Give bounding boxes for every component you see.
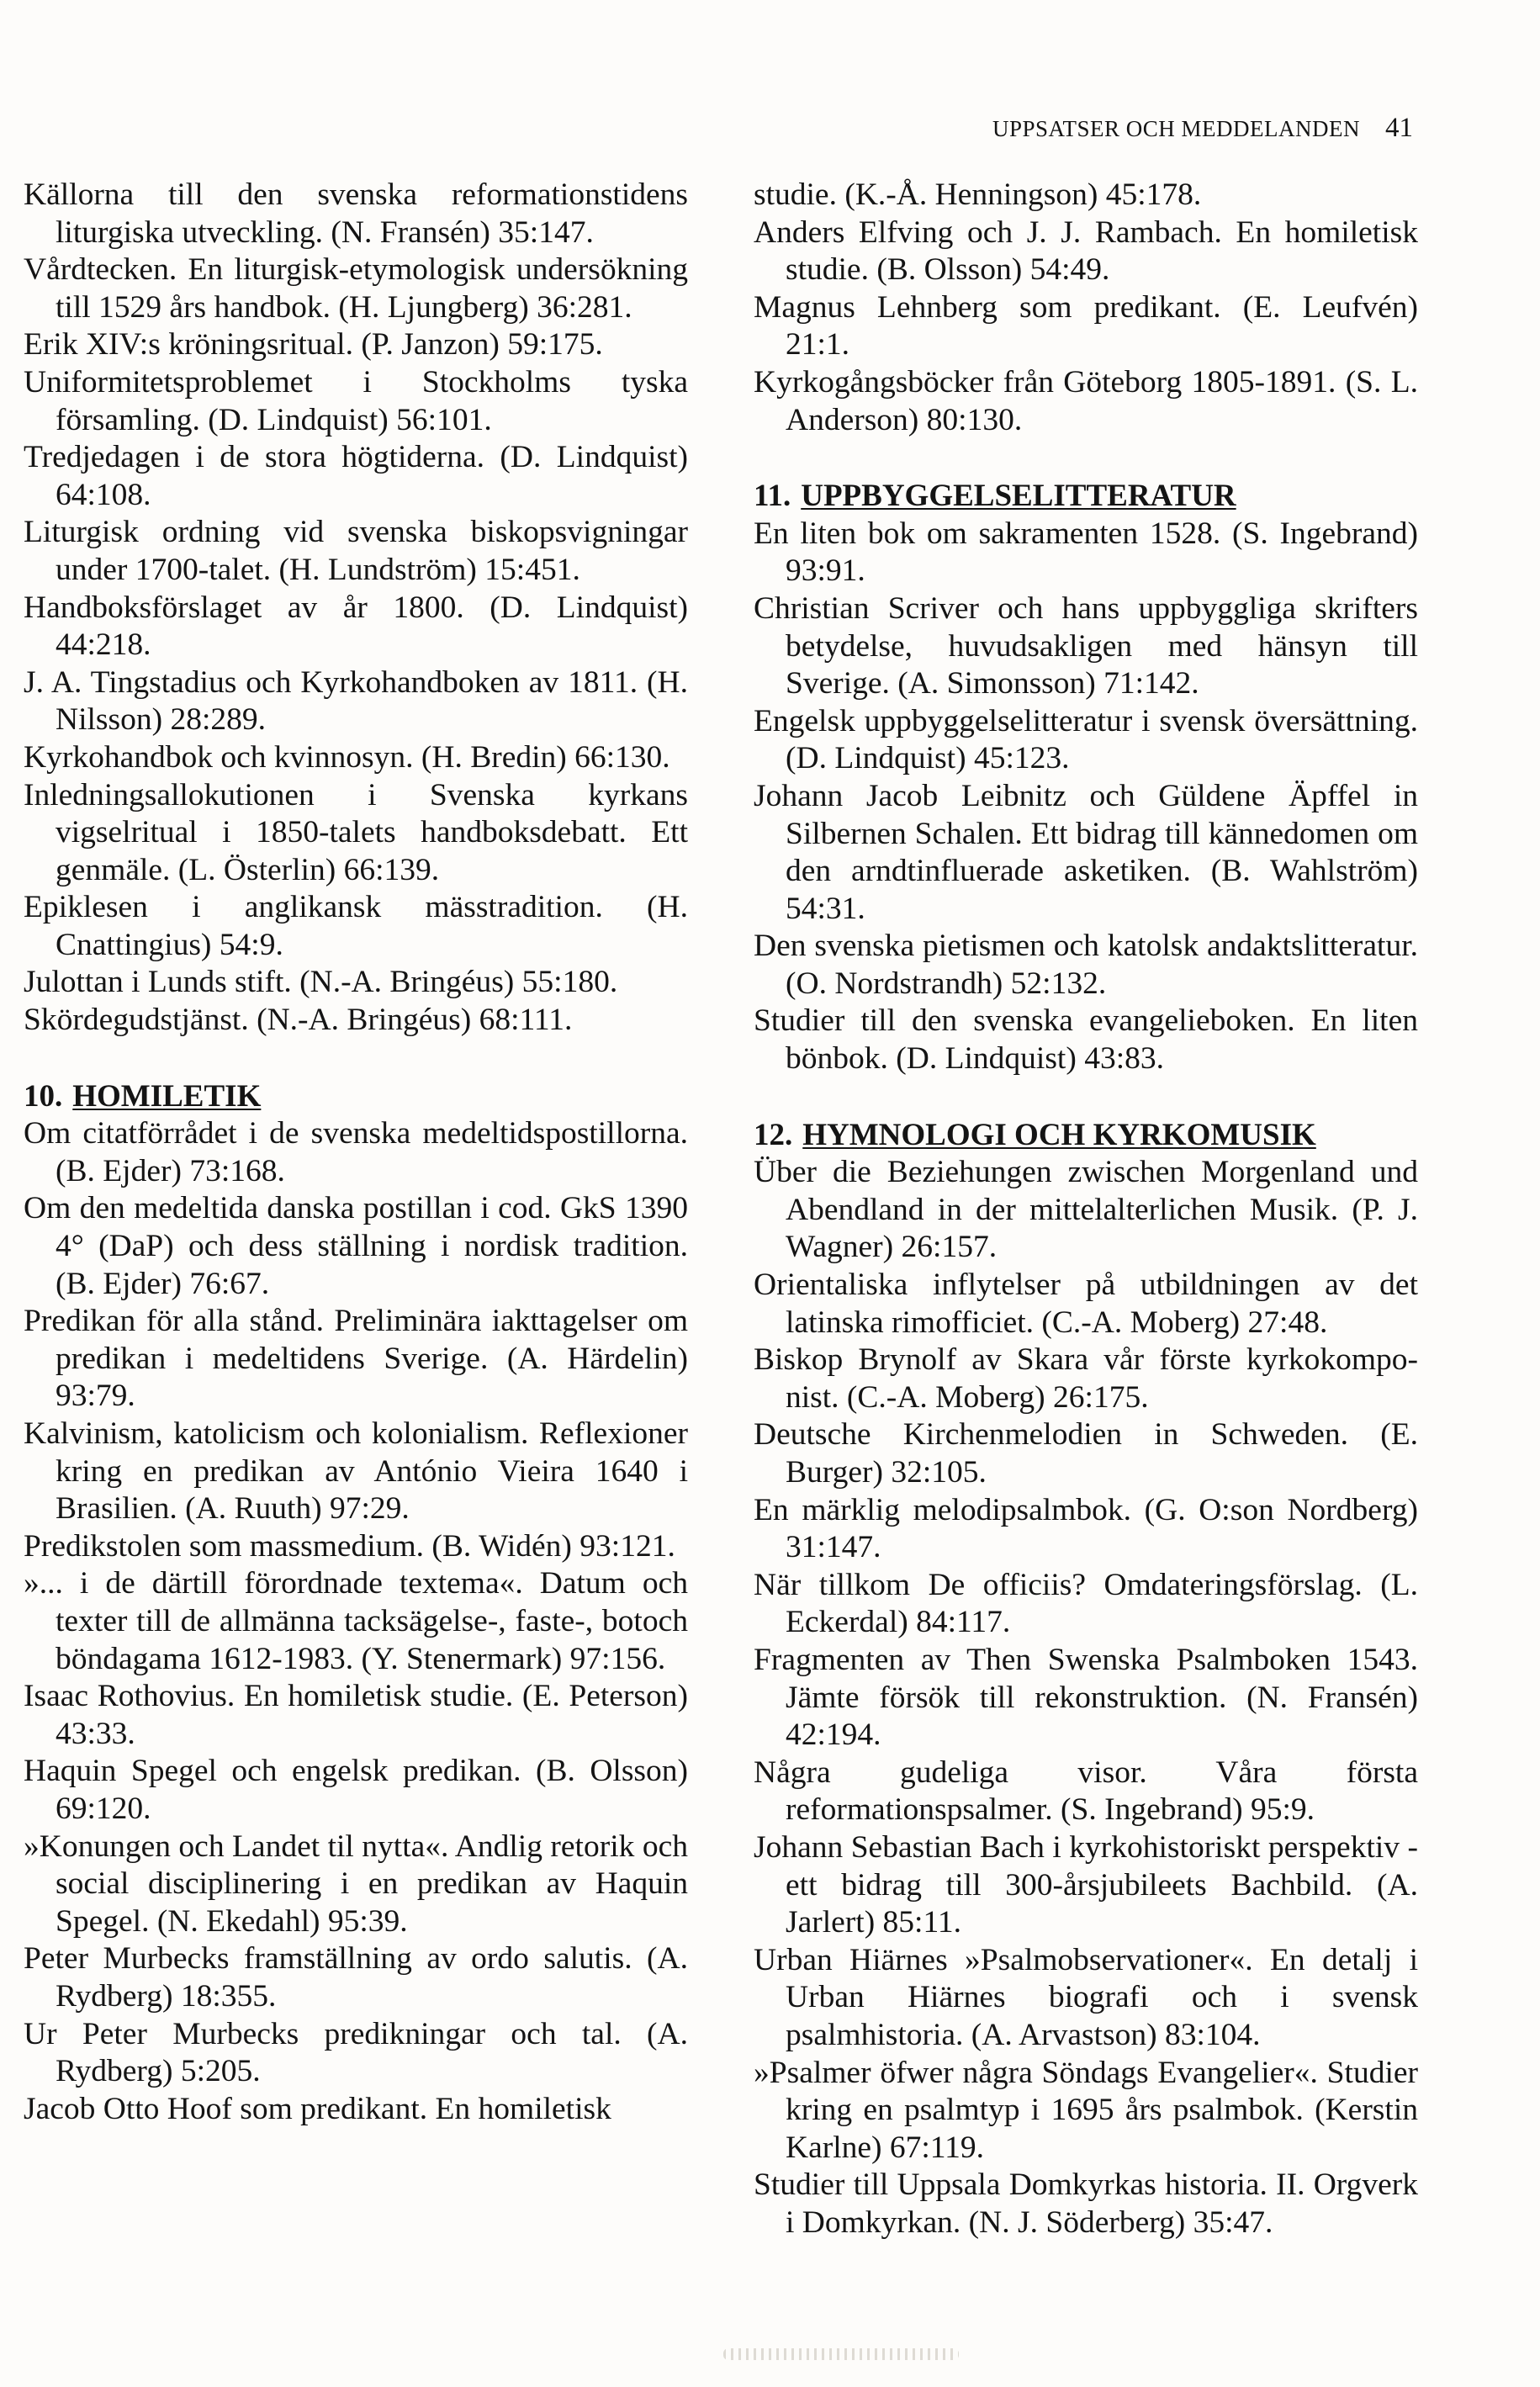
- entry-list: [24, 177, 688, 1040]
- bibliography-entry: studie. (K.-Å. Henningson) 45:178.: [754, 177, 1202, 212]
- section-number: 12.: [754, 1117, 793, 1152]
- page-header: [908, 113, 1413, 144]
- bibliography-entry: Kyrkogångsböcker från Göteborg 1805-1891. (S. L. Anderson) 80:130.: [754, 364, 1418, 437]
- bibliography-entry: Fragmenten av Then Swenska Psalmboken 1543. Jämte försök till rekonstruktion. (N. Fransén) 42:194.: [754, 1642, 1418, 1753]
- bibliography-entry: Anders Elfving och J. J. Rambach. En homiletisk studie. (B. Olsson) 54:49.: [754, 214, 1418, 288]
- bibliography-entry: Biskop Brynolf av Skara vår förste kyrkokompo-nist. (C.-A. Moberg) 26:175.: [754, 1342, 1418, 1415]
- bibliography-entry: J. A. Tingstadius och Kyrkohandboken av 1811. (H. Nilsson) 28:289.: [24, 664, 688, 738]
- entry-list: [754, 1154, 1418, 2241]
- bibliography-entry: Epiklesen i anglikansk mässtradition. (H. Cnattingius) 54:9.: [24, 890, 688, 962]
- bibliography-entry: Liturgisk ordning vid svenska biskopsvigningar under 1700-talet. (H. Lundström) 15:451.: [24, 515, 688, 587]
- bibliography-entry: »Psalmer öfwer några Söndags Evangelier«. Studier kring en psalmtyp i 1695 års psalmbok. (Kerstin Karlne) 67:119.: [754, 2055, 1418, 2165]
- scan-artifact: [723, 2348, 959, 2360]
- bibliography-entry: »... i de därtill förordnade textema«. Datum och texter till de allmänna tacksägelse-, faste-, botoch böndagama 1612-1983. (Y. Stenermark) 97:156.: [24, 1566, 688, 1676]
- bibliography-entry: Über die Beziehungen zwischen Morgenland und Abendland in der mittelalterlichen Musik. (P. J. Wagner) 26:157.: [754, 1155, 1418, 1265]
- bibliography-entry: Ur Peter Murbecks predikningar och tal. (A. Rydberg) 5:205.: [24, 2016, 688, 2089]
- bibliography-entry: Haquin Spegel och engelsk predikan. (B. Olsson) 69:120.: [24, 1754, 688, 1826]
- page-number: 41: [1385, 113, 1413, 143]
- bibliography-entry: Deutsche Kirchenmelodien in Schweden. (E. Burger) 32:105.: [754, 1417, 1418, 1490]
- bibliography-entry: Jacob Otto Hoof som predikant. En homiletisk: [24, 2091, 611, 2126]
- section-number: 10.: [24, 1078, 63, 1114]
- bibliography-entry: Predikstolen som massmedium. (B. Widén) 93:121.: [24, 1528, 675, 1564]
- bibliography-entry: Uniformitetsproblemet i Stockholms tyska församling. (D. Lindquist) 56:101.: [24, 364, 688, 437]
- section-number: 11.: [754, 479, 791, 514]
- section-title: HYMNOLOGI OCH KYRKOMUSIK: [802, 1117, 1316, 1152]
- left-column: [24, 177, 688, 2128]
- bibliography-entry: Handboksförslaget av år 1800. (D. Lindquist) 44:218.: [24, 590, 688, 663]
- bibliography-entry: Peter Murbecks framställning av ordo salutis. (A. Rydberg) 18:355.: [24, 1941, 688, 2014]
- bibliography-entry: Predikan för alla stånd. Preliminära iakttagelser om predikan i medeltidens Sverige. (A. Härdelin) 93:79.: [24, 1304, 688, 1414]
- bibliography-entry: Johann Jacob Leibnitz och Güldene Äpffel in Silbernen Schalen. Ett bidrag till kännedomen om den arndtinfluerade asketiken. (B. Wahlström) 54:31.: [754, 778, 1418, 926]
- running-head: UPPSATSER OCH MEDDELANDEN: [992, 116, 1360, 141]
- bibliography-entry: Magnus Lehnberg som predikant. (E. Leufvén) 21:1.: [754, 289, 1418, 363]
- bibliography-entry: Vårdtecken. En liturgisk-etymologisk undersökning till 1529 års handbok. (H. Ljungberg) 36:281.: [24, 252, 688, 325]
- bibliography-entry: Den svenska pietismen och katolsk andaktslitteratur. (O. Nordstrandh) 52:132.: [754, 929, 1418, 1001]
- entry-list: [754, 516, 1418, 1078]
- bibliography-entry: Studier till Uppsala Domkyrkas historia. II. Orgverk i Domkyrkan. (N. J. Söderberg) 35:47.: [754, 2167, 1418, 2240]
- section-title: HOMILETIK: [72, 1078, 262, 1114]
- entry-list: [754, 177, 1418, 439]
- section-title: UPPBYGGELSELITTERATUR: [801, 479, 1236, 514]
- bibliography-entry: Skördegudstjänst. (N.-A. Bringéus) 68:111.: [24, 1003, 573, 1038]
- bibliography-entry: Några gudeliga visor. Våra första reformationspsalmer. (S. Ingebrand) 95:9.: [754, 1755, 1418, 1828]
- bibliography-entry: Inledningsallokutionen i Svenska kyrkans vigselritual i 1850-talets handboksdebatt. Ett genmäle. (L. Österlin) 66:139.: [24, 777, 688, 887]
- bibliography-entry: Studier till den svenska evangelieboken. En liten bönbok. (D. Lindquist) 43:83.: [754, 1003, 1418, 1077]
- bibliography-entry: »Konungen och Landet til nytta«. Andlig retorik och social disciplinering i en predikan av Haquin Spegel. (N. Ekedahl) 95:39.: [24, 1829, 688, 1939]
- section-heading-homiletik: [24, 1078, 688, 1116]
- bibliography-entry: En märklig melodipsalmbok. (G. O:son Nordberg) 31:147.: [754, 1492, 1418, 1565]
- bibliography-entry: Erik XIV:s kröningsritual. (P. Janzon) 59:175.: [24, 327, 603, 363]
- bibliography-entry: Urban Hiärnes »Psalmobservationer«. En detalj i Urban Hiärnes biografi och i svensk psalmhistoria. (A. Arvastson) 83:104.: [754, 1942, 1418, 2052]
- bibliography-entry: Om den medeltida danska postillan i cod. GkS 1390 4° (DaP) och dess ställning i nordisk tradition. (B. Ejder) 76:67.: [24, 1191, 688, 1301]
- right-column: [754, 177, 1418, 2241]
- section-heading-uppbyggelselitteratur: [754, 478, 1418, 516]
- bibliography-entry: Engelsk uppbyggelselitteratur i svensk översättning. (D. Lindquist) 45:123.: [754, 703, 1418, 776]
- bibliography-entry: Julottan i Lunds stift. (N.-A. Bringéus) 55:180.: [24, 965, 618, 1000]
- section-heading-hymnologi: [754, 1117, 1418, 1155]
- bibliography-entry: Källorna till den svenska reformationstidens liturgiska utveckling. (N. Fransén) 35:147.: [24, 177, 688, 250]
- bibliography-entry: Kyrkohandbok och kvinnosyn. (H. Bredin) 66:130.: [24, 739, 670, 775]
- bibliography-entry: Orientaliska inflytelser på utbildningen av det latinska rimofficiet. (C.-A. Moberg) 27:48.: [754, 1268, 1418, 1340]
- bibliography-entry: Isaac Rothovius. En homiletisk studie. (E. Peterson) 43:33.: [24, 1679, 688, 1751]
- entry-list: [24, 1115, 688, 2128]
- bibliography-entry: Kalvinism, katolicism och kolonialism. Reflexioner kring en predikan av António Vieira 1640 i Brasilien. (A. Ruuth) 97:29.: [24, 1416, 688, 1527]
- bibliography-entry: Om citatförrådet i de svenska medeltidspostillorna. (B. Ejder) 73:168.: [24, 1116, 688, 1188]
- bibliography-entry: Johann Sebastian Bach i kyrkohistoriskt perspektiv - ett bidrag till 300-årsjubileets Bachbild. (A. Jarlert) 85:11.: [754, 1829, 1418, 1940]
- bibliography-entry: En liten bok om sakramenten 1528. (S. Ingebrand) 93:91.: [754, 516, 1418, 589]
- bibliography-entry: När tillkom De officiis? Omdateringsförslag. (L. Eckerdal) 84:117.: [754, 1567, 1418, 1640]
- bibliography-entry: Christian Scriver och hans uppbyggliga skrifters betydelse, huvudsakligen med hänsyn till Sverige. (A. Simonsson) 71:142.: [754, 590, 1418, 701]
- bibliography-entry: Tredjedagen i de stora högtiderna. (D. Lindquist) 64:108.: [24, 440, 688, 512]
